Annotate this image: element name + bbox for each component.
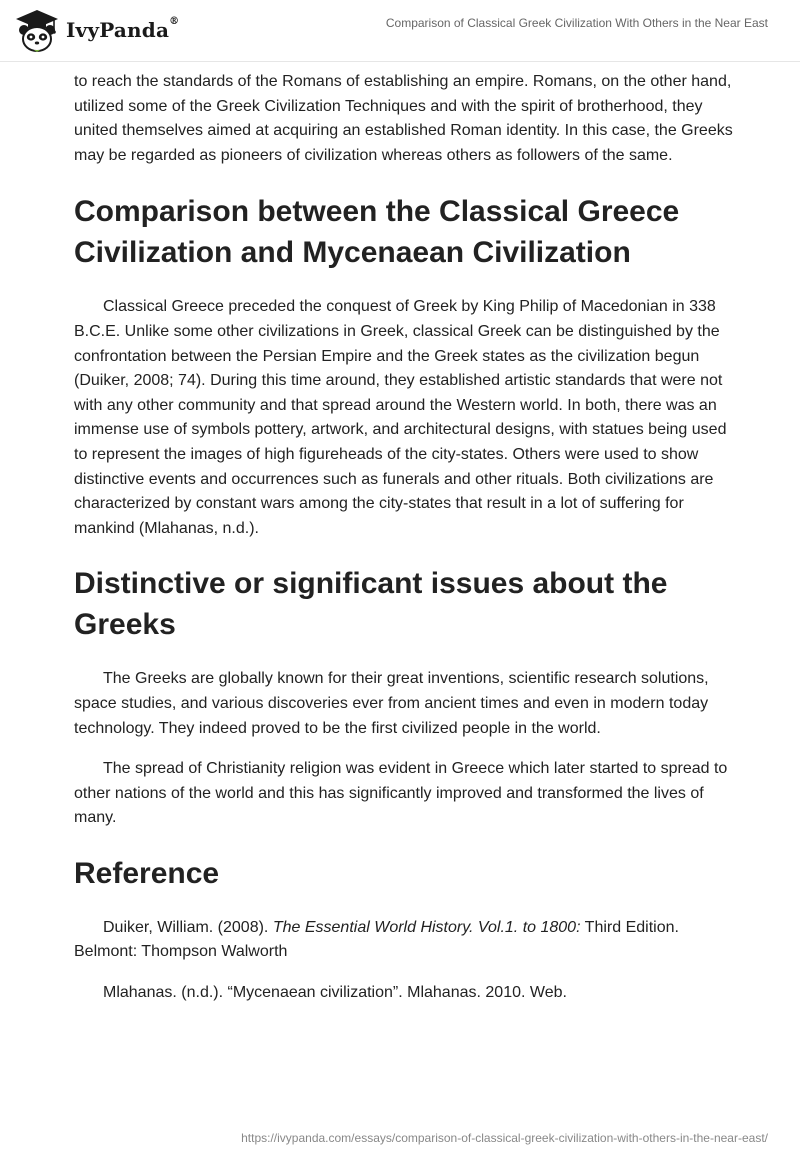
section-heading-distinctive-issues: Distinctive or significant issues about the Greeks (74, 567, 668, 642)
reference-author: Duiker, William. (2008). (103, 918, 273, 936)
brand-logo[interactable] (14, 8, 179, 52)
distinctive-paragraph-2: The spread of Christianity religion was evident in Greece which later started to spread to other nations of the world and this has significantly improved and transformed the lives of many. (74, 760, 728, 827)
panda-graduate-icon (14, 8, 60, 52)
section-heading-comparison: Comparison between the Classical Greece Civilization and Mycenaean Civilization (74, 195, 680, 270)
article-body (74, 70, 734, 1006)
document-title: Comparison of Classical Greek Civilization With Others in the Near East (385, 16, 768, 30)
intro-paragraph: to reach the standards of the Romans of establishing an empire. Romans, on the other hand, utilized some of the Greek Civilization Techniques and with the spirit of brotherhood, they united themselves aimed at acquiring an established Roman identity. In this case, the Greeks may be regarded as pioneers of civilization whereas others as followers of the same. (74, 73, 733, 164)
reference-item-mlahanas: Mlahanas. (n.d.). “Mycenaean civilization”. Mlahanas. 2010. Web. (103, 984, 567, 1002)
section-heading-reference: Reference (74, 856, 220, 890)
reference-publisher: Third Edition. Belmont: Thompson Walworth (74, 918, 679, 961)
distinctive-paragraph-1: The Greeks are globally known for their great inventions, scientific research solutions, space studies, and various discoveries ever from ancient times and even in modern today technology. They indeed proved to be the first civilized people in the world. (74, 670, 709, 737)
reference-book-title: The Essential World History. Vol.1. to 1800: (272, 918, 581, 936)
source-url[interactable]: https://ivypanda.com/essays/comparison-of-classical-greek-civilization-with-others-in-the-near-east/ (241, 1131, 768, 1145)
page-header (0, 0, 800, 62)
comparison-paragraph: Classical Greece preceded the conquest of Greek by King Philip of Macedonian in 338 B.C.E. Unlike some other civilizations in Greek, classical Greek can be distinguished by the confrontation between the Persian Empire and the Greek states as the civilization begun (Duiker, 2008; 74). During this time around, they established artistic standards that were not with any other community and that spread around the Western world. In both, there was an immense use of symbols pottery, artwork, and architectural designs, with statues being used to represent the images of high figureheads of the city-states. Others were used to show distinctive events and occurrences such as funerals and other rituals. Both civilizations are characterized by constant wars among the city-states that result in a lot of suffering for mankind (Mlahanas, n.d.). (74, 298, 727, 537)
reference-item-duiker (74, 916, 734, 965)
brand-name: IvyPanda® (66, 16, 180, 42)
